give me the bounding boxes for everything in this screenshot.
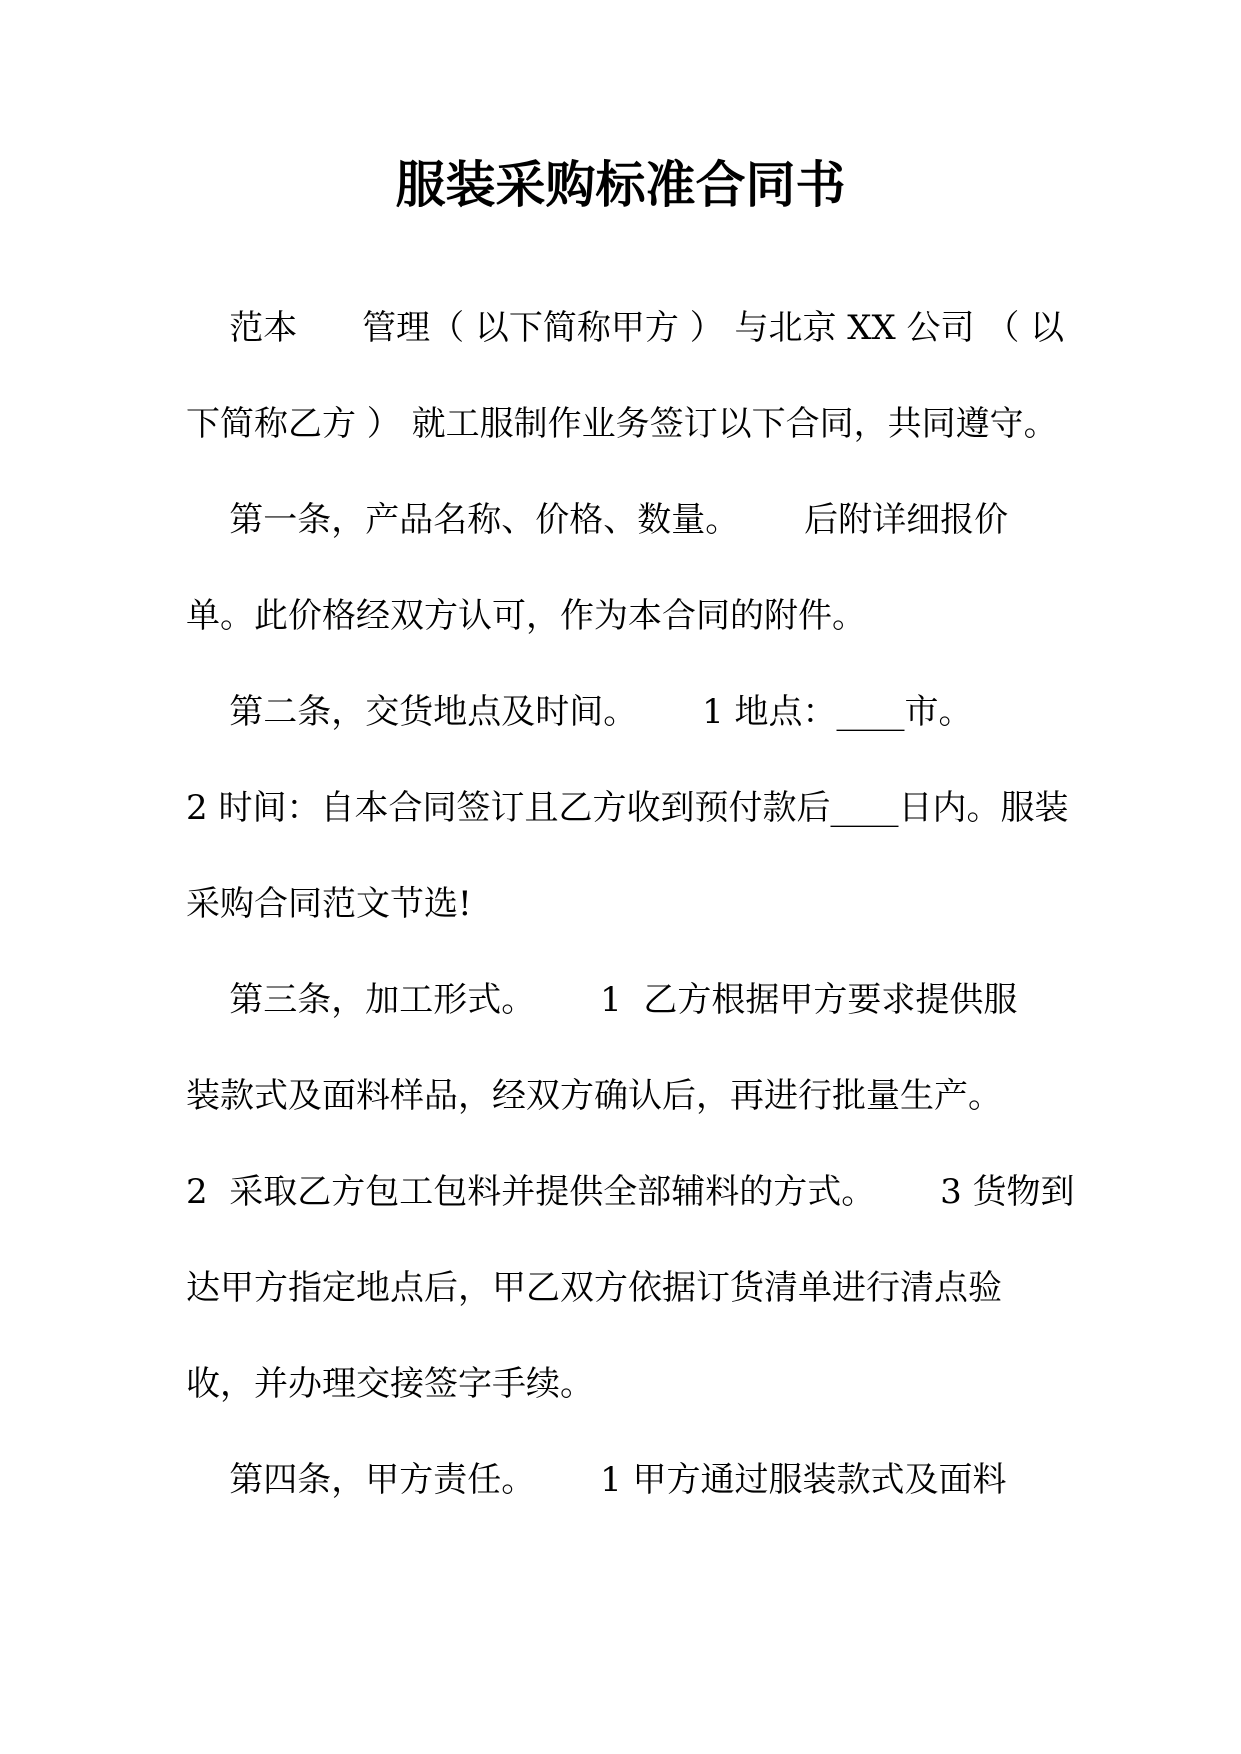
paragraph-line: 单。此价格经双方认可，作为本合同的附件。 <box>186 596 866 636</box>
paragraph-line: 2 采取乙方包工包料并提供全部辅料的方式。 3 货物到 <box>186 1172 1075 1212</box>
paragraph-line: 装款式及面料样品，经双方确认后，再进行批量生产。 <box>186 1076 1002 1116</box>
paragraph-line: 采购合同范文节选! <box>186 884 472 924</box>
paragraph-line: 范本 管理（ 以下简称甲方 ） 与北京 XX 公司 （ 以 <box>186 308 1065 348</box>
paragraph-line: 第二条，交货地点及时间。 1 地点：____市。 <box>186 692 973 732</box>
paragraph-line: 下简称乙方 ） 就工服制作业务签订以下合同，共同遵守。 <box>186 404 1058 444</box>
paragraph-line: 达甲方指定地点后，甲乙双方依据订货清单进行清点验 <box>186 1268 1002 1308</box>
paragraph-line: 第四条，甲方责任。 1 甲方通过服装款式及面料 <box>186 1460 1007 1500</box>
paragraph-line: 2 时间：自本合同签订且乙方收到预付款后____日内。服装 <box>186 788 1069 828</box>
paragraph-line: 第一条，产品名称、价格、数量。 后附详细报价 <box>186 500 1009 540</box>
paragraph-line: 收，并办理交接签字手续。 <box>186 1364 594 1404</box>
paragraph-line: 第三条，加工形式。 1 乙方根据甲方要求提供服 <box>186 980 1018 1020</box>
document-title: 服装采购标准合同书 <box>395 156 846 214</box>
